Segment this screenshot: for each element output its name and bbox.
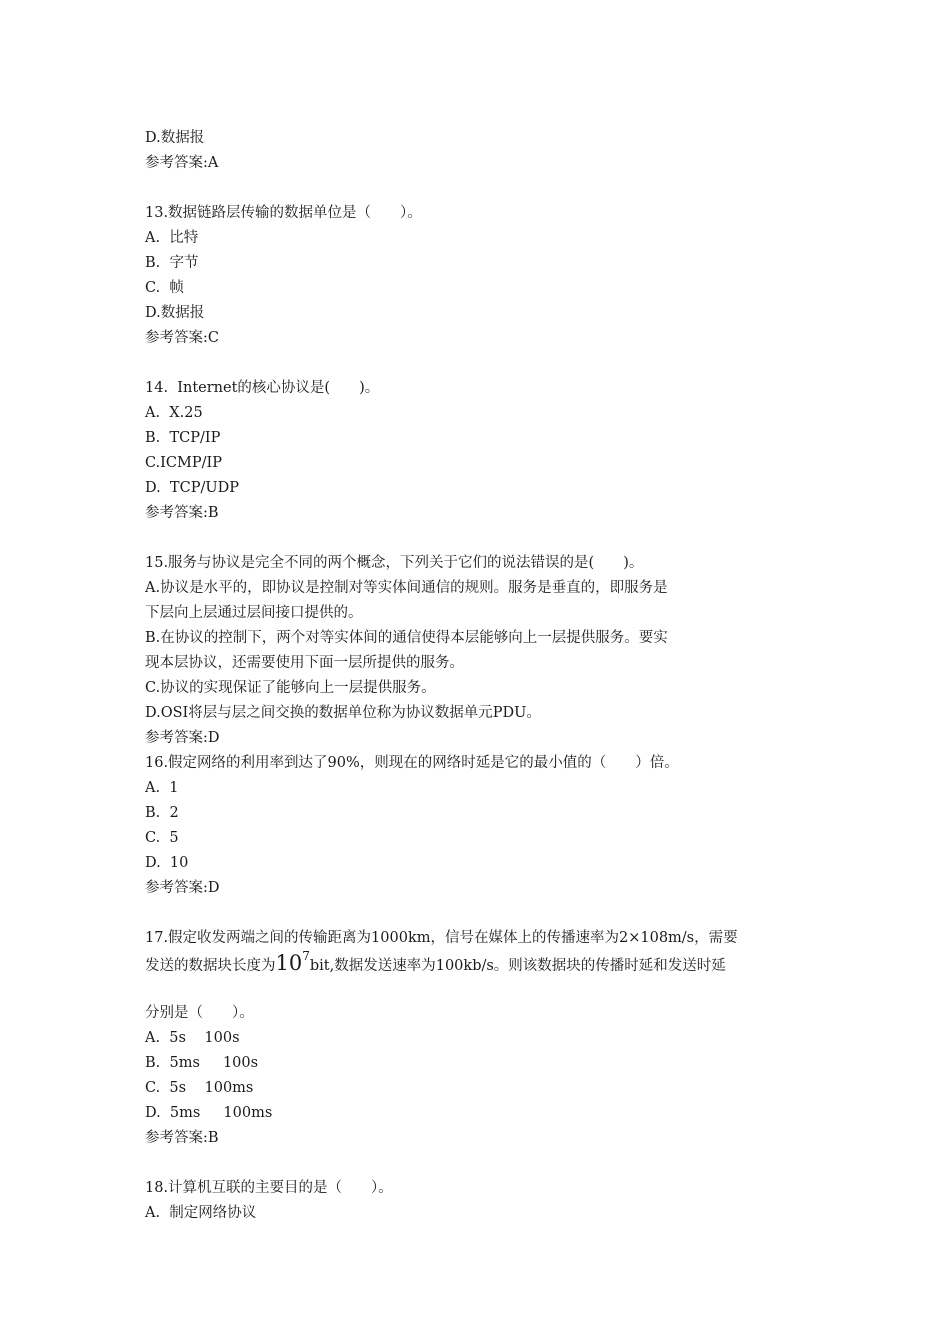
question-17-line-3: 分别是（ ）。: [145, 1005, 254, 1021]
question-14: 14. Internet的核心协议是( )。: [145, 380, 380, 396]
answer-line: 参考答案:C: [145, 330, 219, 346]
question-17-line-2: [145, 949, 726, 976]
answer-line: 参考答案:B: [145, 505, 219, 521]
option-c: C.ICMP/IP: [145, 455, 222, 471]
question-18: 18.计算机互联的主要目的是（ ）。: [145, 1180, 393, 1196]
option-a: A.协议是水平的，即协议是控制对等实体间通信的规则。服务是垂直的，即服务是: [145, 580, 668, 596]
question-17: 17.假定收发两端之间的传输距离为1000km，信号在媒体上的传播速率为2×108m/s，需要: [145, 930, 738, 946]
option-d: D.数据报: [145, 130, 205, 146]
option-b: B. 字节: [145, 255, 199, 271]
option-d: D. 5ms 100ms: [145, 1105, 273, 1121]
option-c: C. 5s 100ms: [145, 1080, 254, 1096]
answer-line: 参考答案:D: [145, 730, 220, 746]
option-a: A. 5s 100s: [145, 1030, 240, 1046]
option-d: D. 10: [145, 855, 189, 871]
option-b: B. TCP/IP: [145, 430, 221, 446]
option-a-continued: 下层向上层通过层间接口提供的。: [145, 605, 363, 621]
option-c: C. 5: [145, 830, 179, 846]
option-b-continued: 现本层协议，还需要使用下面一层所提供的服务。: [145, 655, 464, 671]
option-b: B. 5ms 100s: [145, 1055, 259, 1071]
question-16: 16.假定网络的利用率到达了90%，则现在的网络时延是它的最小值的（ ）倍。: [145, 755, 679, 771]
option-a: A. X.25: [145, 405, 203, 421]
option-a: A. 1: [145, 780, 179, 796]
option-d: D. TCP/UDP: [145, 480, 239, 496]
option-b: B. 2: [145, 805, 179, 821]
answer-line: 参考答案:B: [145, 1130, 219, 1146]
question-17-text: bit,数据发送速率为100kb/s。则该数据块的传播时延和发送时延: [309, 958, 726, 974]
option-d: D.数据报: [145, 305, 205, 321]
option-b: B.在协议的控制下，两个对等实体间的通信使得本层能够向上一层提供服务。要实: [145, 630, 668, 646]
option-c: C. 帧: [145, 280, 184, 296]
option-a: A. 制定网络协议: [145, 1205, 257, 1221]
option-c: C.协议的实现保证了能够向上一层提供服务。: [145, 680, 436, 696]
power-exponent: 7: [302, 949, 310, 963]
answer-line: 参考答案:D: [145, 880, 220, 896]
option-a: A. 比特: [145, 230, 199, 246]
power-base: 10: [275, 951, 303, 975]
question-17-text: 发送的数据块长度为: [145, 958, 276, 974]
question-15: 15.服务与协议是完全不同的两个概念，下列关于它们的说法错误的是( )。: [145, 555, 644, 571]
question-13: 13.数据链路层传输的数据单位是（ ）。: [145, 205, 422, 221]
answer-line: 参考答案:A: [145, 155, 219, 171]
option-d: D.OSI将层与层之间交换的数据单位称为协议数据单元PDU。: [145, 705, 541, 721]
